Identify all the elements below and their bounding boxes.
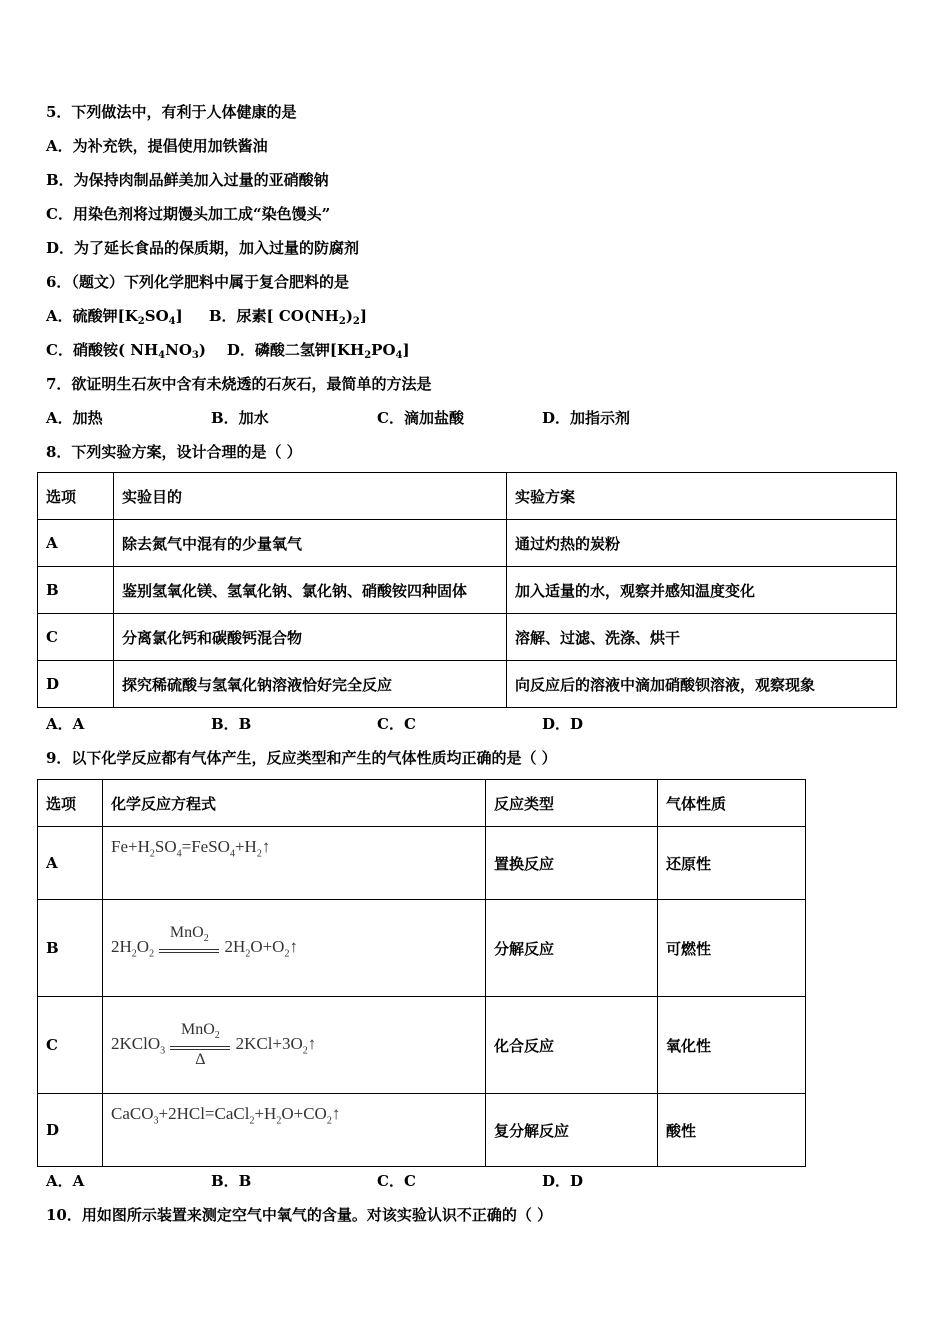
q6-option-a: A．硫酸钾$[K_2SO_4]$ — [46, 307, 183, 327]
table-cell: 分解反应 — [486, 900, 658, 997]
q6-option-d: D．磷酸二氢钾$[KH_2PO_4]$ — [226, 341, 410, 361]
table-header-cell: 反应类型 — [486, 780, 658, 827]
q5-option-b: B．为保持肉制品鲜美加入过量的亚硝酸钠 — [46, 171, 329, 189]
table-cell: A — [38, 827, 103, 900]
q6-options-cd — [46, 340, 410, 366]
table-header-cell: 选项 — [38, 473, 114, 520]
q8-option-a: A．A — [46, 715, 85, 733]
table-row — [38, 614, 897, 661]
q7-option-a: A．加热 — [46, 409, 103, 427]
table-header-cell: 气体性质 — [658, 780, 806, 827]
q8-option-b: B．B — [211, 715, 252, 733]
q8-option-c: C．C — [377, 715, 416, 733]
table-cell: 可燃性 — [658, 900, 806, 997]
q9-option-a: A．A — [46, 1172, 85, 1190]
catalyst-condition: MnO$_2$ — [159, 924, 219, 972]
equation-a: $Fe+H_2SO_4=FeSO_4+H_2↑$ — [103, 827, 486, 900]
q8-stem: 8．下列实验方案，设计合理的是（ ） — [46, 443, 302, 461]
table-cell: 通过灼热的炭粉 — [507, 520, 897, 567]
q6-options-ab — [46, 306, 367, 332]
q5-option-d: D．为了延长食品的保质期，加入过量的防腐剂 — [46, 239, 360, 257]
q5-option-c: C．用染色剂将过期馒头加工成“染色馒头” — [46, 205, 331, 223]
q9-option-d: D．D — [542, 1172, 584, 1190]
table-cell: 复分解反应 — [486, 1094, 658, 1167]
table-cell: 向反应后的溶液中滴加硝酸钡溶液，观察现象 — [507, 661, 897, 708]
q6-stem: 6．（题文）下列化学肥料中属于复合肥料的是 — [46, 273, 349, 291]
q7-option-b: B．加水 — [211, 409, 269, 427]
table-cell: B — [38, 900, 103, 997]
table-cell: 加入适量的水，观察并感知温度变化 — [507, 567, 897, 614]
q8-table — [37, 472, 897, 708]
q5-stem: 5．下列做法中，有利于人体健康的是 — [46, 103, 297, 121]
table-row — [38, 520, 897, 567]
q7-option-c: C．滴加盐酸 — [377, 409, 464, 427]
q6-option-c: C．硝酸铵( $NH_4NO_3$) — [46, 341, 206, 361]
q9-stem: 9．以下化学反应都有气体产生，反应类型和产生的气体性质均正确的是（ ） — [46, 749, 557, 767]
table-cell: 化合反应 — [486, 997, 658, 1094]
table-header-cell: 实验方案 — [507, 473, 897, 520]
table-header-cell: 实验目的 — [114, 473, 507, 520]
table-cell: 分离氯化钙和碳酸钙混合物 — [114, 614, 507, 661]
table-cell: 溶解、过滤、洗涤、烘干 — [507, 614, 897, 661]
table-cell: C — [38, 614, 114, 661]
table-cell: 还原性 — [658, 827, 806, 900]
q9-option-b: B．B — [211, 1172, 252, 1190]
table-cell: B — [38, 567, 114, 614]
q8-option-d: D．D — [542, 715, 584, 733]
table-row — [38, 900, 806, 997]
table-header-row — [38, 473, 897, 520]
table-header-cell: 化学反应方程式 — [103, 780, 486, 827]
table-cell: A — [38, 520, 114, 567]
q7-stem: 7．欲证明生石灰中含有未烧透的石灰石，最简单的方法是 — [46, 375, 432, 393]
table-header-row — [38, 780, 806, 827]
table-row — [38, 1094, 806, 1167]
table-cell: 酸性 — [658, 1094, 806, 1167]
q7-option-d: D．加指示剂 — [542, 409, 631, 427]
table-cell: D — [38, 1094, 103, 1167]
table-row — [38, 827, 806, 900]
table-cell: 除去氮气中混有的少量氧气 — [114, 520, 507, 567]
q10-stem: 10．用如图所示装置来测定空气中氧气的含量。对该实验认识不正确的（ ） — [46, 1206, 553, 1224]
equation-c: 2KClO$_3$ MnO$_2$ Δ $2KCl+3O_2↑$ — [103, 997, 486, 1094]
equation-d: $CaCO_3+2HCl=CaCl_2+H_2O+CO_2↑$ — [103, 1094, 486, 1167]
table-cell: D — [38, 661, 114, 708]
table-cell: C — [38, 997, 103, 1094]
table-header-cell: 选项 — [38, 780, 103, 827]
equation-b: $2H_2O_2$ MnO$_2$ $2H_2O+O_2↑$ — [103, 900, 486, 997]
q9-table — [37, 779, 806, 1167]
table-row — [38, 661, 897, 708]
q9-option-c: C．C — [377, 1172, 416, 1190]
table-row — [38, 567, 897, 614]
q5-option-a: A．为补充铁，提倡使用加铁酱油 — [46, 137, 268, 155]
table-row — [38, 997, 806, 1094]
table-cell: 置换反应 — [486, 827, 658, 900]
table-cell: 探究稀硫酸与氢氧化钠溶液恰好完全反应 — [114, 661, 507, 708]
q6-option-b: B．尿素[ $CO(NH_2)_2$] — [208, 307, 367, 327]
table-cell: 鉴别氢氧化镁、氢氧化钠、氯化钠、硝酸铵四种固体 — [114, 567, 507, 614]
table-cell: 氧化性 — [658, 997, 806, 1094]
catalyst-heat-condition: MnO$_2$ Δ — [170, 1021, 230, 1069]
